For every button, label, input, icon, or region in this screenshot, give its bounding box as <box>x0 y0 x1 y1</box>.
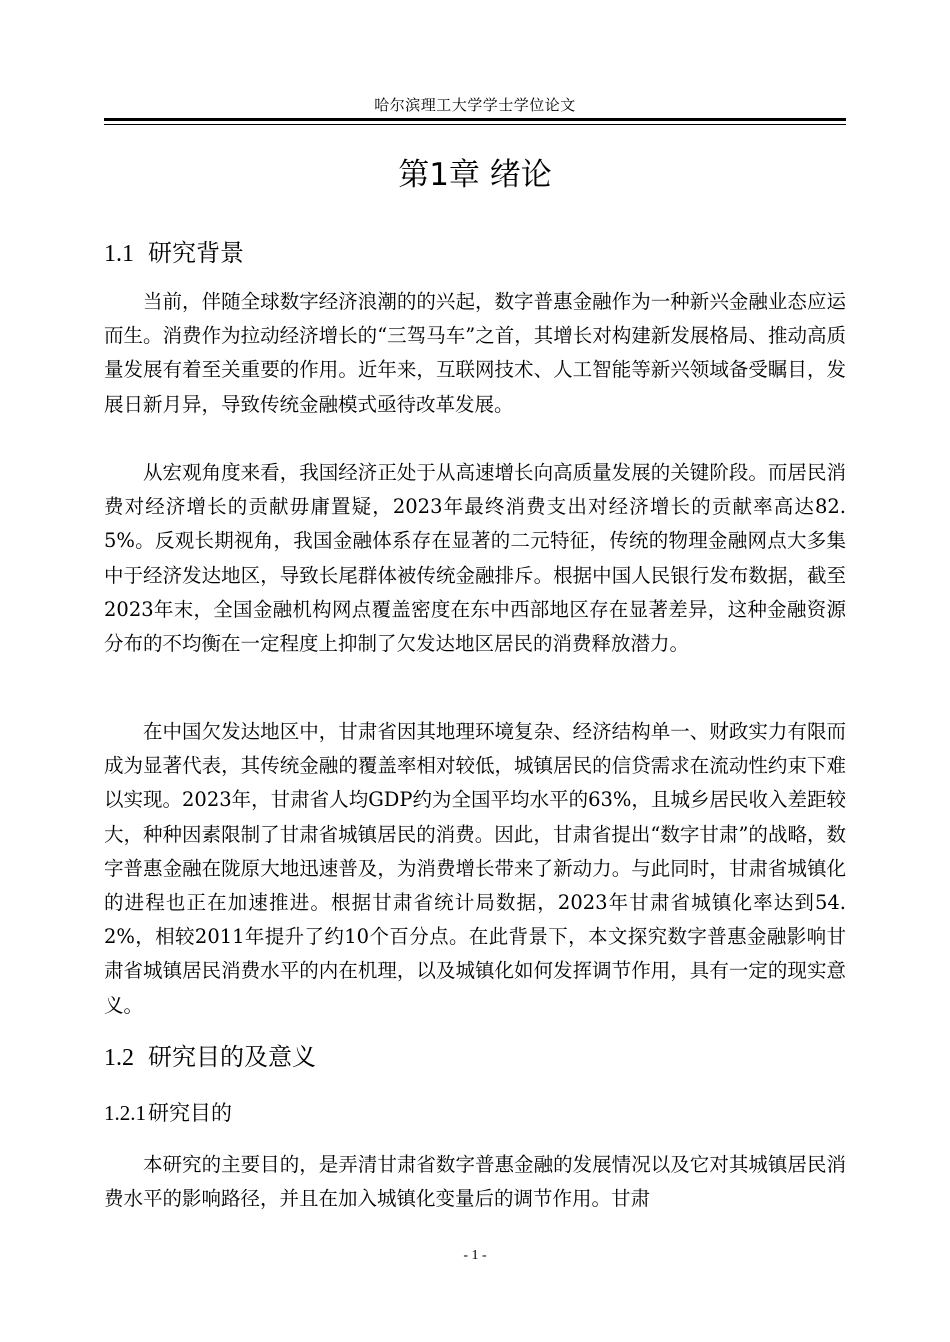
section-title: 研究目的及意义 <box>148 1043 316 1071</box>
section-number: 1.1 <box>104 241 134 267</box>
section-number: 1.2 <box>104 1045 134 1071</box>
header-rule-thin <box>104 124 846 125</box>
subsection-number: 1.2.1 <box>104 1101 146 1125</box>
chapter-title: 第1章 绪论 <box>398 157 552 193</box>
page-number: - 1 - <box>463 1248 487 1263</box>
section-heading-1-2 <box>104 1040 316 1075</box>
paragraph-background-1: 当前，伴随全球数字经济浪潮的的兴起，数字普惠金融作为一种新兴金融业态应运而生。消费作为拉动经济增长的“三驾马车”之首，其增长对构建新发展格局、推动高质量发展有着至关重要的作用。近年来，互联网技术、人工智能等新兴领域备受瞩目，发展日新月异，导致传统金融模式亟待改革发展。 <box>104 290 846 416</box>
section-heading-1-1 <box>104 236 244 271</box>
subsection-title: 研究目的 <box>148 1101 232 1125</box>
paragraph-objective-1: 本研究的主要目的，是弄清甘肃省数字普惠金融的发展情况以及它对其城镇居民消费水平的影响路径，并且在加入城镇化变量后的调节作用。甘肃 <box>104 1153 846 1211</box>
paragraph-background-3: 在中国欠发达地区中，甘肃省因其地理环境复杂、经济结构单一、财政实力有限而成为显著代表，其传统金融的覆盖率相对较低，城镇居民的信贷需求在流动性约束下难以实现。2023年，甘肃省人均GDP约为全国平均水平的63%，且城乡居民收入差距较大，种种因素限制了甘肃省城镇居民的消费。因此，甘肃省提出“数字甘肃”的战略，数字普惠金融在陇原大地迅速普及，为消费增长带来了新动力。与此同时，甘肃省城镇化的进程也正在加速推进。根据甘肃省统计局数据，2023年甘肃省城镇化率达到54.2%，相较2011年提升了约10个百分点。在此背景下，本文探究数字普惠金融影响甘肃省城镇居民消费水平的内在机理，以及城镇化如何发挥调节作用，具有一定的现实意义。 <box>104 720 846 1017</box>
header-rule-thick <box>104 118 846 121</box>
running-header: 哈尔滨理工大学学士学位论文 <box>374 96 576 114</box>
subsection-heading-1-2-1 <box>104 1098 232 1128</box>
paragraph-background-2: 从宏观角度来看，我国经济正处于从高速增长向高质量发展的关键阶段。而居民消费对经济增长的贡献毋庸置疑，2023年最终消费支出对经济增长的贡献率高达82.5%。反观长期视角，我国金融体系存在显著的二元特征，传统的物理金融网点大多集中于经济发达地区，导致长尾群体被传统金融排斥。根据中国人民银行发布数据，截至2023年末，全国金融机构网点覆盖密度在东中西部地区存在显著差异，这种金融资源分布的不均衡在一定程度上抑制了欠发达地区居民的消费释放潜力。 <box>104 461 846 656</box>
section-title: 研究背景 <box>148 239 244 267</box>
